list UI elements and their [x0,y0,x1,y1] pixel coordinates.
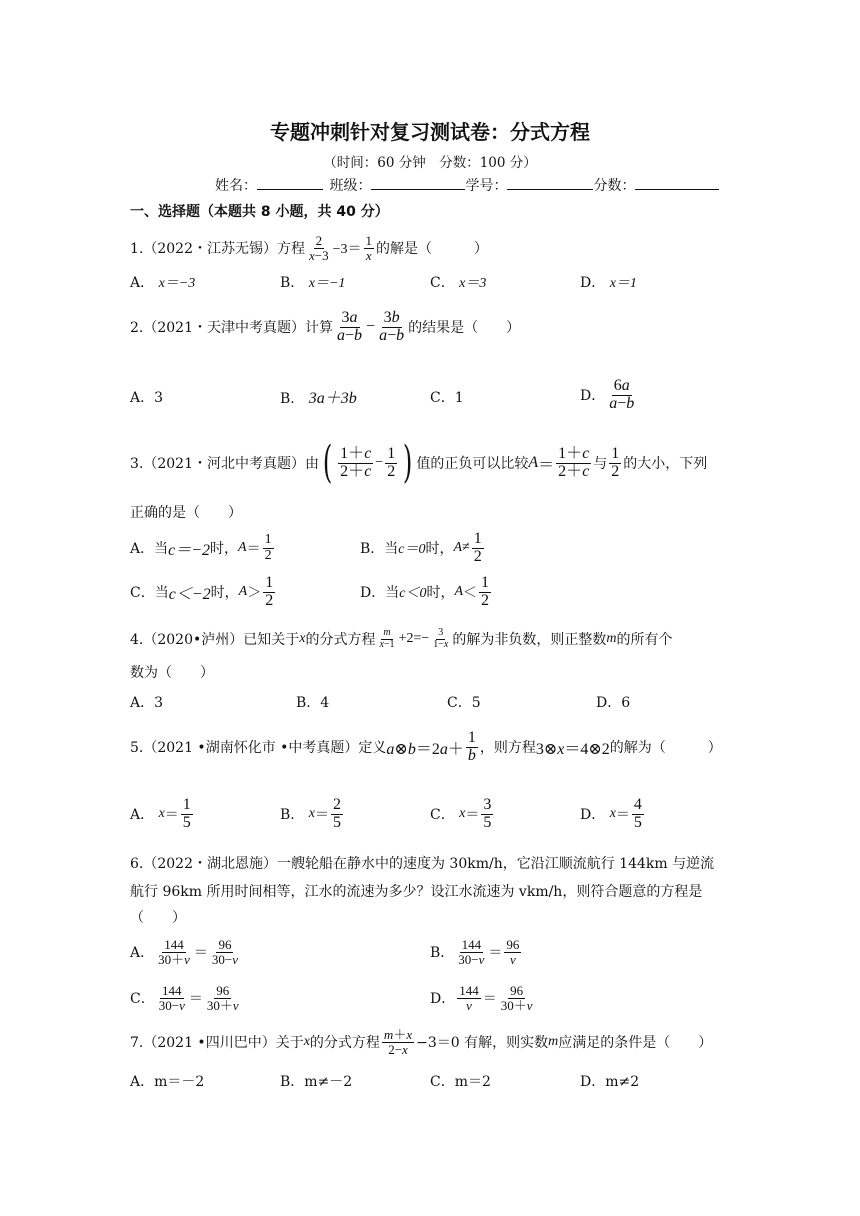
section-heading: 一、选择题（本题共 8 小题，共 40 分） [130,204,389,220]
q3-stem-line2: 正确的是（ ） [130,505,242,521]
question-6-line2: 航行 96km 所用时间相等，江水的流速为多少？设江水流速为 vkm/h，则符合题意的方程是 [130,884,703,900]
q2-suffix: 的结果是（ ） [408,320,521,336]
student-info-line [215,175,719,195]
question-7: 7.（2021 •四川巴中）关于 x 的分式方程 $\frac{m+x}{2-x}$ −3＝0 有解，则实数 m 应满足的条件是（ ） [130,1026,713,1057]
score-blank[interactable] [635,177,719,190]
name-blank[interactable] [257,177,323,190]
q1-option-a[interactable]: A． x＝−3 [130,275,196,291]
q1-fraction-right: $\frac{1}{x}$ [365,232,373,263]
q1-stem: 1.（2022・江苏无锡）方程 [130,241,305,257]
q2-stem: 2.（2021・天津中考真题）计算 [130,320,333,336]
q7-option-a[interactable]: A．m＝－2 [130,1074,205,1090]
question-6-line1: 6.（2022・湖北恩施）一艘轮船在静水中的速度为 30km/h，它沿江顺流航行 144km 与逆流 [130,856,715,872]
name-label: 姓名： [215,178,257,194]
q2-option-d[interactable]: D． $\frac{6a}{a-b}$ [580,376,635,412]
id-label: 学号： [465,178,508,194]
q5-option-d[interactable]: D． x ＝ $\frac{4}{5}$ [580,795,642,831]
q6-option-d[interactable]: D． $\frac{144}{v}$ ＝ $\frac{96}{30+v}$ [430,982,533,1013]
class-blank[interactable] [371,177,465,190]
q3-option-b[interactable]: B．当 c＝0 时， A ≠ $\frac{1}{2}$ [360,529,482,565]
q5-option-a[interactable]: A． x ＝ $\frac{1}{5}$ [130,795,191,831]
q4-option-c[interactable]: C．5 [447,695,481,711]
q4-option-a[interactable]: A．3 [130,695,164,711]
q6-option-c[interactable]: C． $\frac{144}{30-v}$ ＝ $\frac{96}{30+v}$ [130,982,239,1013]
q4-stem-line2: 数为（ ） [130,665,214,681]
q2-option-c[interactable]: C．1 [430,390,464,406]
q2-option-a[interactable]: A．3 [130,390,164,406]
page-subtitle: （时间：60 分钟 分数：100 分） [323,155,537,171]
q5-option-c[interactable]: C． x ＝ $\frac{3}{5}$ [430,795,492,831]
page-title: 专题冲刺针对复习测试卷：分式方程 [270,120,590,144]
q7-option-c[interactable]: C．m＝2 [430,1074,491,1090]
q7-option-d[interactable]: D．m≠2 [580,1074,640,1090]
q2-option-b[interactable]: B． 3a＋3b [280,390,357,407]
question-3: 3.（2021・河北中考真题）由 ( $\frac{1+c}{2+c}$ − $\frac{1}{2}$ ) 值的正负可以比较 A ＝ $\frac{1+c}{2+c}$ 与 $\frac{1}{2}$ 的大小，下列 [130,437,708,488]
question-6-line3: （ ） [130,910,186,926]
question-2: 2.（2021・天津中考真题）计算 $\frac{3a}{a-b}$ − $\frac{3b}{a-b}$ 的结果是（ ） [130,308,521,344]
question-4: 4.（2020•泸州）已知关于 x 的分式方程 $\frac{m}{x-1}$ +2=− $\frac{3}{1-x}$ 的解为非负数，则正整数 m 的所有个 [130,627,673,650]
q4-option-d[interactable]: D．6 [596,695,631,711]
q1-fraction-left: $\frac{2}{x-3}$ [309,232,329,263]
q2-fraction-1: $\frac{3a}{a-b}$ [337,308,363,344]
q7-option-b[interactable]: B．m≠－2 [280,1074,353,1090]
q3-option-a[interactable]: A．当 c＝−2 时， A ＝ $\frac{1}{2}$ [130,531,272,563]
q3-option-c[interactable]: C．当 c＜−2 时， A ＞ $\frac{1}{2}$ [130,573,274,609]
q1-suffix: 的解是（ ） [376,241,489,257]
id-blank[interactable] [507,177,593,190]
class-label: 班级： [329,178,372,194]
q1-option-b[interactable]: B． x＝−1 [280,275,346,291]
q1-option-d[interactable]: D． x＝1 [580,275,637,291]
q3-option-d[interactable]: D．当 c＜0 时， A ＜ $\frac{1}{2}$ [360,573,490,609]
q6-option-a[interactable]: A． $\frac{144}{30+v}$ ＝ $\frac{96}{30-v}$ [130,936,239,967]
q2-fraction-2: $\frac{3b}{a-b}$ [379,308,405,344]
score-label: 分数： [593,178,636,194]
question-1: 1.（2022・江苏无锡）方程 $\frac{2}{x-3}$ −3＝ $\frac{1}{x}$ 的解是（ ） [130,232,489,263]
q4-option-b[interactable]: B．4 [296,695,330,711]
q6-option-b[interactable]: B． $\frac{144}{30-v}$ ＝ $\frac{96}{v}$ [430,936,520,967]
q5-option-b[interactable]: B． x ＝ $\frac{2}{5}$ [280,795,341,831]
question-5: 5.（2021 •湖南怀化市 •中考真题）定义 a⊗b＝2a＋ $\frac{1}{b}$ ，则方程 3⊗x＝4⊗2 的解为（ ） [130,728,722,764]
q3-stem: 3.（2021・河北中考真题）由 [130,456,319,472]
q1-option-c[interactable]: C． x＝3 [430,275,487,291]
